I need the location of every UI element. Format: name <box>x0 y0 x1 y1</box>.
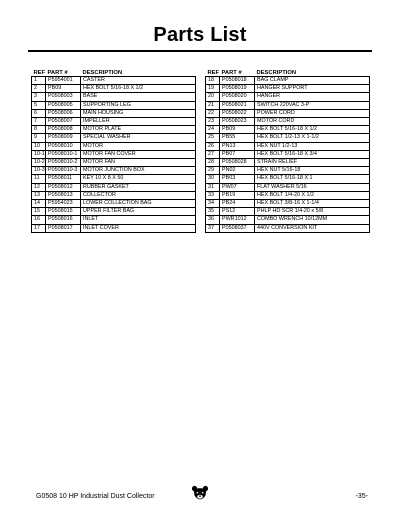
cell-ref: 37 <box>206 224 220 232</box>
table-header <box>206 66 370 77</box>
cell-description: COMBO WRENCH 10/12MM <box>255 216 370 224</box>
table-row <box>206 118 370 126</box>
cell-ref: 27 <box>206 150 220 158</box>
column-part: PART # <box>46 66 81 77</box>
cell-part-number: P0508006 <box>46 109 81 117</box>
page-title: Parts List <box>153 24 247 46</box>
cell-ref: 10-2 <box>32 159 46 167</box>
table-row <box>206 183 370 191</box>
cell-part-number: P0508007 <box>46 118 81 126</box>
cell-part-number: P0508020 <box>220 93 255 101</box>
cell-description: KEY 10 X 8 X 50 <box>81 175 196 183</box>
cell-ref: 23 <box>206 118 220 126</box>
cell-part-number: PS12 <box>220 208 255 216</box>
cell-description: RUBBER GASKET <box>81 183 196 191</box>
table-row <box>206 142 370 150</box>
title-divider <box>28 50 372 52</box>
table-row <box>32 167 196 175</box>
cell-ref: 33 <box>206 191 220 199</box>
cell-part-number: PWR1012 <box>220 216 255 224</box>
cell-description: SUPPORTING LEG <box>81 101 196 109</box>
cell-description: MOTOR FAN COVER <box>81 150 196 158</box>
table-row <box>206 150 370 158</box>
cell-part-number: P0508010-2 <box>46 159 81 167</box>
cell-part-number: PB55 <box>220 134 255 142</box>
table-row <box>206 167 370 175</box>
cell-ref: 16 <box>32 216 46 224</box>
cell-part-number: PB19 <box>220 191 255 199</box>
column-part: PART # <box>220 66 255 77</box>
cell-part-number: P0508008 <box>46 126 81 134</box>
table-row <box>32 175 196 183</box>
table-row <box>32 126 196 134</box>
page-number: -35- <box>355 493 368 500</box>
cell-description: CASTER <box>81 77 196 85</box>
table-row <box>32 118 196 126</box>
cell-description: POWER CORD <box>255 109 370 117</box>
cell-part-number: P0508017 <box>46 224 81 232</box>
cell-part-number: P0508037 <box>220 224 255 232</box>
footer-manual-title: G0508 10 HP Industrial Dust Collector <box>36 493 155 500</box>
cell-part-number: P0508018 <box>220 77 255 85</box>
cell-part-number: P0508003 <box>46 93 81 101</box>
cell-ref: 22 <box>206 109 220 117</box>
column-description: DESCRIPTION <box>255 66 370 77</box>
table-row <box>32 191 196 199</box>
cell-part-number: P0508010-3 <box>46 167 81 175</box>
cell-ref: 20 <box>206 93 220 101</box>
cell-part-number: PN13 <box>220 142 255 150</box>
cell-ref: 17 <box>32 224 46 232</box>
column-ref: REF <box>32 66 46 77</box>
cell-part-number: P0508022 <box>220 109 255 117</box>
table-row <box>32 216 196 224</box>
cell-ref: 7 <box>32 118 46 126</box>
cell-ref: 25 <box>206 134 220 142</box>
cell-ref: 14 <box>32 200 46 208</box>
table-row <box>206 208 370 216</box>
column-description: DESCRIPTION <box>81 66 196 77</box>
cell-ref: 34 <box>206 200 220 208</box>
cell-description: HEX BOLT 1/4-20 X 1/2 <box>255 191 370 199</box>
cell-part-number: P0508021 <box>220 101 255 109</box>
table-row <box>32 183 196 191</box>
cell-description: INLET <box>81 216 196 224</box>
table-row <box>206 216 370 224</box>
table-row <box>32 77 196 85</box>
cell-description: STRAIN RELIEF <box>255 159 370 167</box>
cell-ref: 18 <box>206 77 220 85</box>
cell-ref: 26 <box>206 142 220 150</box>
cell-part-number: P0508015 <box>46 208 81 216</box>
cell-ref: 19 <box>206 85 220 93</box>
cell-ref: 31 <box>206 183 220 191</box>
cell-part-number: P0508016 <box>46 216 81 224</box>
cell-description: MOTOR JUNCTION BOX <box>81 167 196 175</box>
cell-part-number: P0508009 <box>46 134 81 142</box>
cell-ref: 6 <box>32 109 46 117</box>
cell-part-number: P0508012 <box>46 183 81 191</box>
cell-description: UPPER FILTER BAG <box>81 208 196 216</box>
table-row <box>206 175 370 183</box>
cell-description: HEX BOLT 5/16-18 X 1/2 <box>81 85 196 93</box>
cell-part-number: P0508013 <box>46 191 81 199</box>
cell-ref: 3 <box>32 93 46 101</box>
table-header <box>32 66 196 77</box>
cell-description: HEX BOLT 5/16-18 X 1/2 <box>255 126 370 134</box>
table-row <box>206 224 370 232</box>
cell-description: MOTOR CORD <box>255 118 370 126</box>
table-row <box>32 150 196 158</box>
table-row <box>32 109 196 117</box>
cell-ref: 24 <box>206 126 220 134</box>
cell-ref: 28 <box>206 159 220 167</box>
cell-part-number: PB09 <box>46 85 81 93</box>
cell-description: MOTOR FAN <box>81 159 196 167</box>
parts-table-right-body <box>206 77 370 233</box>
cell-ref: 30 <box>206 175 220 183</box>
table-row <box>32 93 196 101</box>
cell-description: BAG CLAMP <box>255 77 370 85</box>
table-row <box>206 85 370 93</box>
cell-description: HEX BOLT 1/2-13 X 1-1/2 <box>255 134 370 142</box>
column-ref: REF <box>206 66 220 77</box>
cell-description: MAIN HOUSING <box>81 109 196 117</box>
table-row <box>206 93 370 101</box>
cell-description: COLLECTOR <box>81 191 196 199</box>
cell-part-number: P0508005 <box>46 101 81 109</box>
cell-part-number: PB07 <box>220 150 255 158</box>
cell-part-number: P5954001 <box>46 77 81 85</box>
table-row <box>32 85 196 93</box>
table-row <box>32 142 196 150</box>
cell-part-number: P0508011 <box>46 175 81 183</box>
cell-ref: 21 <box>206 101 220 109</box>
cell-part-number: P0508019 <box>220 85 255 93</box>
table-row <box>32 159 196 167</box>
cell-description: HEX NUT 5/16-18 <box>255 167 370 175</box>
table-row <box>206 200 370 208</box>
table-row <box>32 134 196 142</box>
parts-tables <box>31 66 370 233</box>
cell-ref: 15 <box>32 208 46 216</box>
cell-ref: 10-3 <box>32 167 46 175</box>
table-row <box>32 224 196 232</box>
table-row <box>206 191 370 199</box>
cell-part-number: P0508028 <box>220 159 255 167</box>
cell-part-number: PB24 <box>220 200 255 208</box>
table-row <box>206 109 370 117</box>
cell-part-number: P0508010 <box>46 142 81 150</box>
cell-ref: 36 <box>206 216 220 224</box>
cell-ref: 13 <box>32 191 46 199</box>
cell-part-number: P0508010-1 <box>46 150 81 158</box>
table-row <box>206 101 370 109</box>
cell-ref: 11 <box>32 175 46 183</box>
cell-description: SWITCH 220VAC 3-P <box>255 101 370 109</box>
cell-description: MOTOR PLATE <box>81 126 196 134</box>
table-row <box>32 208 196 216</box>
parts-table-right <box>205 66 370 233</box>
cell-ref: 35 <box>206 208 220 216</box>
cell-ref: 1 <box>32 77 46 85</box>
table-row <box>206 77 370 85</box>
cell-part-number: PB03 <box>220 175 255 183</box>
cell-description: HEX BOLT 5/16-18 X 3/4 <box>255 150 370 158</box>
cell-description: PHLP HD SCR 1/4-20 x 5/8 <box>255 208 370 216</box>
cell-description: BASE <box>81 93 196 101</box>
cell-description: 440V CONVERSION KIT <box>255 224 370 232</box>
cell-ref: 10 <box>32 142 46 150</box>
cell-description: HEX NUT 1/2-13 <box>255 142 370 150</box>
cell-description: MOTOR <box>81 142 196 150</box>
table-row <box>206 126 370 134</box>
cell-description: HANGER <box>255 93 370 101</box>
cell-ref: 12 <box>32 183 46 191</box>
cell-part-number: PB09 <box>220 126 255 134</box>
cell-part-number: P0508023 <box>220 118 255 126</box>
cell-ref: 29 <box>206 167 220 175</box>
cell-ref: 9 <box>32 134 46 142</box>
cell-description: HANGER SUPPORT <box>255 85 370 93</box>
cell-description: FLAT WASHER 5/16 <box>255 183 370 191</box>
cell-part-number: P5954023 <box>46 200 81 208</box>
table-row <box>32 101 196 109</box>
cell-description: HEX BOLT 5/16-18 X 1 <box>255 175 370 183</box>
cell-ref: 2 <box>32 85 46 93</box>
cell-part-number: PN02 <box>220 167 255 175</box>
table-row <box>206 159 370 167</box>
parts-table-left-body <box>32 77 196 233</box>
cell-description: LOWER COLLECTION BAG <box>81 200 196 208</box>
cell-part-number: PW07 <box>220 183 255 191</box>
table-row <box>32 200 196 208</box>
cell-description: HEX BOLT 3/8-16 X 1-1/4 <box>255 200 370 208</box>
cell-ref: 10-1 <box>32 150 46 158</box>
parts-table-left <box>31 66 196 233</box>
cell-description: IMPELLER <box>81 118 196 126</box>
cell-description: INLET COVER <box>81 224 196 232</box>
cell-ref: 5 <box>32 101 46 109</box>
bear-head-icon <box>191 485 209 503</box>
table-row <box>206 134 370 142</box>
cell-ref: 8 <box>32 126 46 134</box>
cell-description: SPECIAL WASHER <box>81 134 196 142</box>
